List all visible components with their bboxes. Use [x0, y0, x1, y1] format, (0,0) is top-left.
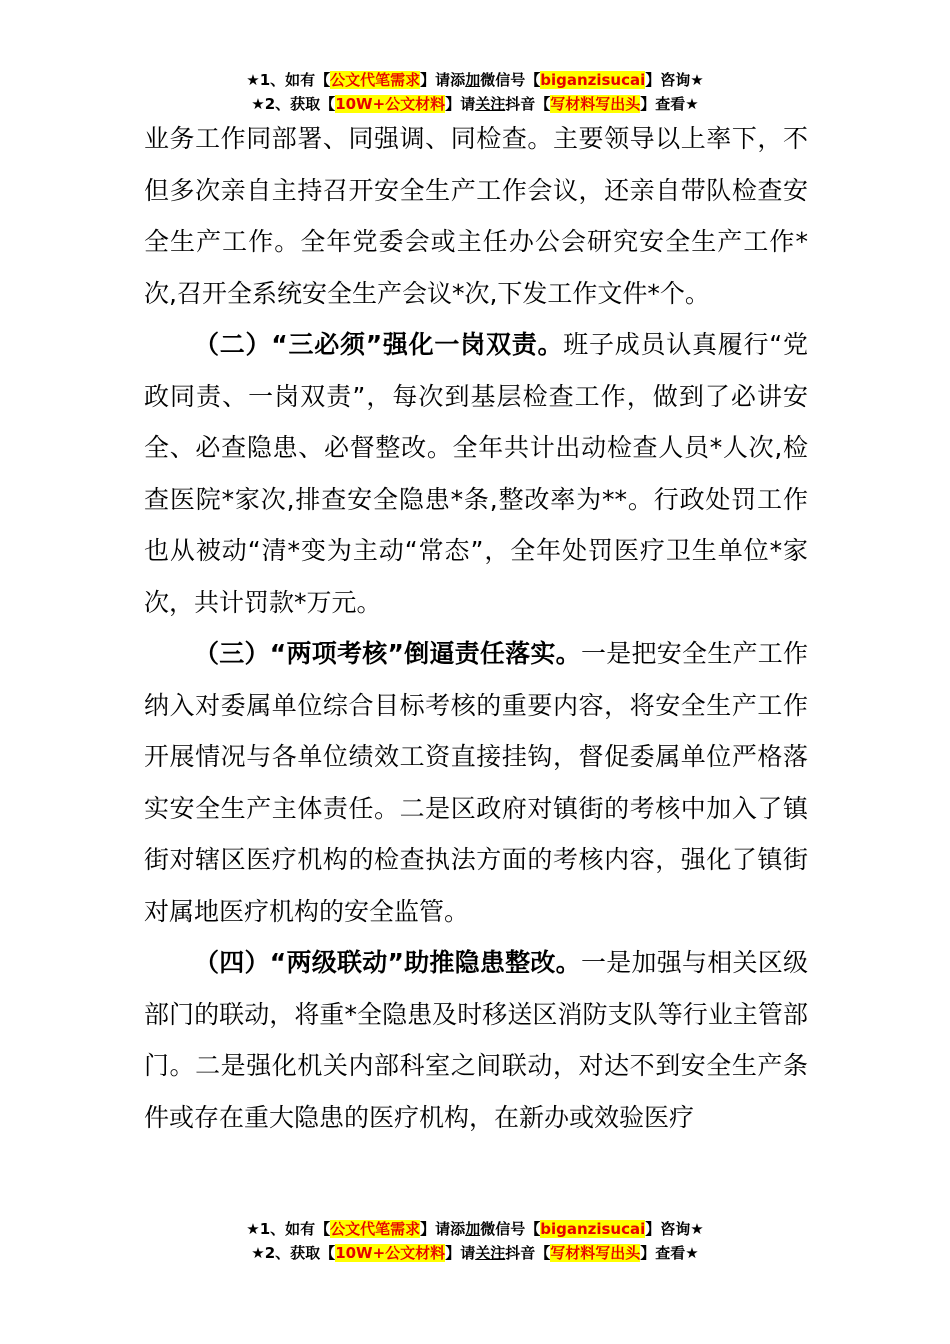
banner-text: 抖音【 [505, 1244, 551, 1262]
banner-underlined-text: 加 [465, 71, 481, 89]
banner-text: ★2、获取【 [251, 95, 336, 113]
banner-highlight: 10W+公文材料 [335, 95, 446, 113]
banner-text: ★1、如有【 [246, 1220, 331, 1238]
banner-text: 】查看★ [640, 1244, 699, 1262]
banner-text: 】请添 [420, 1220, 466, 1238]
banner-text: 】请 [445, 95, 476, 113]
document-body [144, 113, 808, 1143]
banner-text: 微信号【 [480, 1220, 541, 1238]
banner-highlight: 公文代笔需求 [330, 1220, 421, 1238]
banner-text: 】咨询★ [645, 71, 704, 89]
banner-highlight: 公文代笔需求 [330, 71, 421, 89]
banner-text: 】咨询★ [645, 1220, 704, 1238]
banner-text: 】查看★ [640, 95, 699, 113]
paragraph-section-4 [144, 937, 808, 1143]
paragraph-continuation: 业务工作同部署、同强调、同检查。主要领导以上率下，不但多次亲自主持召开安全生产工作会议，还亲自带队检查安全生产工作。全年党委会或主任办公会研究安全生产工作*次,召开全系统安全生产会议*次,下发工作文件*个。 [144, 124, 808, 308]
paragraph-section-2 [144, 319, 808, 628]
banner-line-1 [0, 1217, 950, 1241]
banner-highlight: biganzisucai [540, 1220, 646, 1238]
section-text: 班子成员认真履行“党政同责、一岗双责”，每次到基层检查工作，做到了必讲安全、必查隐患、必督整改。全年共计出动检查人员*人次,检查医院*家次,排查安全隐患*条,整改率为**。行政处罚工作也从被动“清*变为主动“常态”，全年处罚医疗卫生单位*家次，共计罚款*万元。 [144, 330, 809, 617]
banner-highlight: 10W+公文材料 [335, 1244, 446, 1262]
banner-text: 】请 [445, 1244, 476, 1262]
banner-underlined-text: 关注 [475, 1244, 506, 1262]
banner-text: ★1、如有【 [246, 71, 331, 89]
banner-text: 】请添 [420, 71, 466, 89]
banner-highlight: biganzisucai [540, 71, 646, 89]
paragraph-section-3 [144, 628, 808, 937]
banner-highlight: 写材料写出头 [550, 1244, 641, 1262]
section-heading: （四）“两级联动”助推隐患整改。 [194, 948, 581, 977]
section-text: 一是加强与相关区级部门的联动，将重*全隐患及时移送区消防支队等行业主管部门。二是强化机关内部科室之间联动，对达不到安全生产条件或存在重大隐患的医疗机构，在新办或效验医疗 [144, 948, 808, 1132]
section-text: 一是把安全生产工作纳入对委属单位综合目标考核的重要内容，将安全生产工作开展情况与各单位绩效工资直接挂钩，督促委属单位严格落实安全生产主体责任。二是区政府对镇街的考核中加入了镇街对辖区医疗机构的检查执法方面的考核内容，强化了镇街对属地医疗机构的安全监管。 [144, 639, 808, 926]
banner-underlined-text: 加 [465, 1220, 481, 1238]
section-heading: （二）“三必须”强化一岗双责。 [194, 330, 564, 359]
banner-line-1 [0, 68, 950, 92]
banner-text: 抖音【 [505, 95, 551, 113]
banner-text: 微信号【 [480, 71, 541, 89]
header-banner [0, 68, 950, 116]
banner-underlined-text: 关注 [475, 95, 506, 113]
banner-highlight: 写材料写出头 [550, 95, 641, 113]
footer-banner [0, 1217, 950, 1265]
banner-text: ★2、获取【 [251, 1244, 336, 1262]
section-heading: （三）“两项考核”倒逼责任落实。 [194, 639, 581, 668]
banner-line-2 [0, 1241, 950, 1265]
